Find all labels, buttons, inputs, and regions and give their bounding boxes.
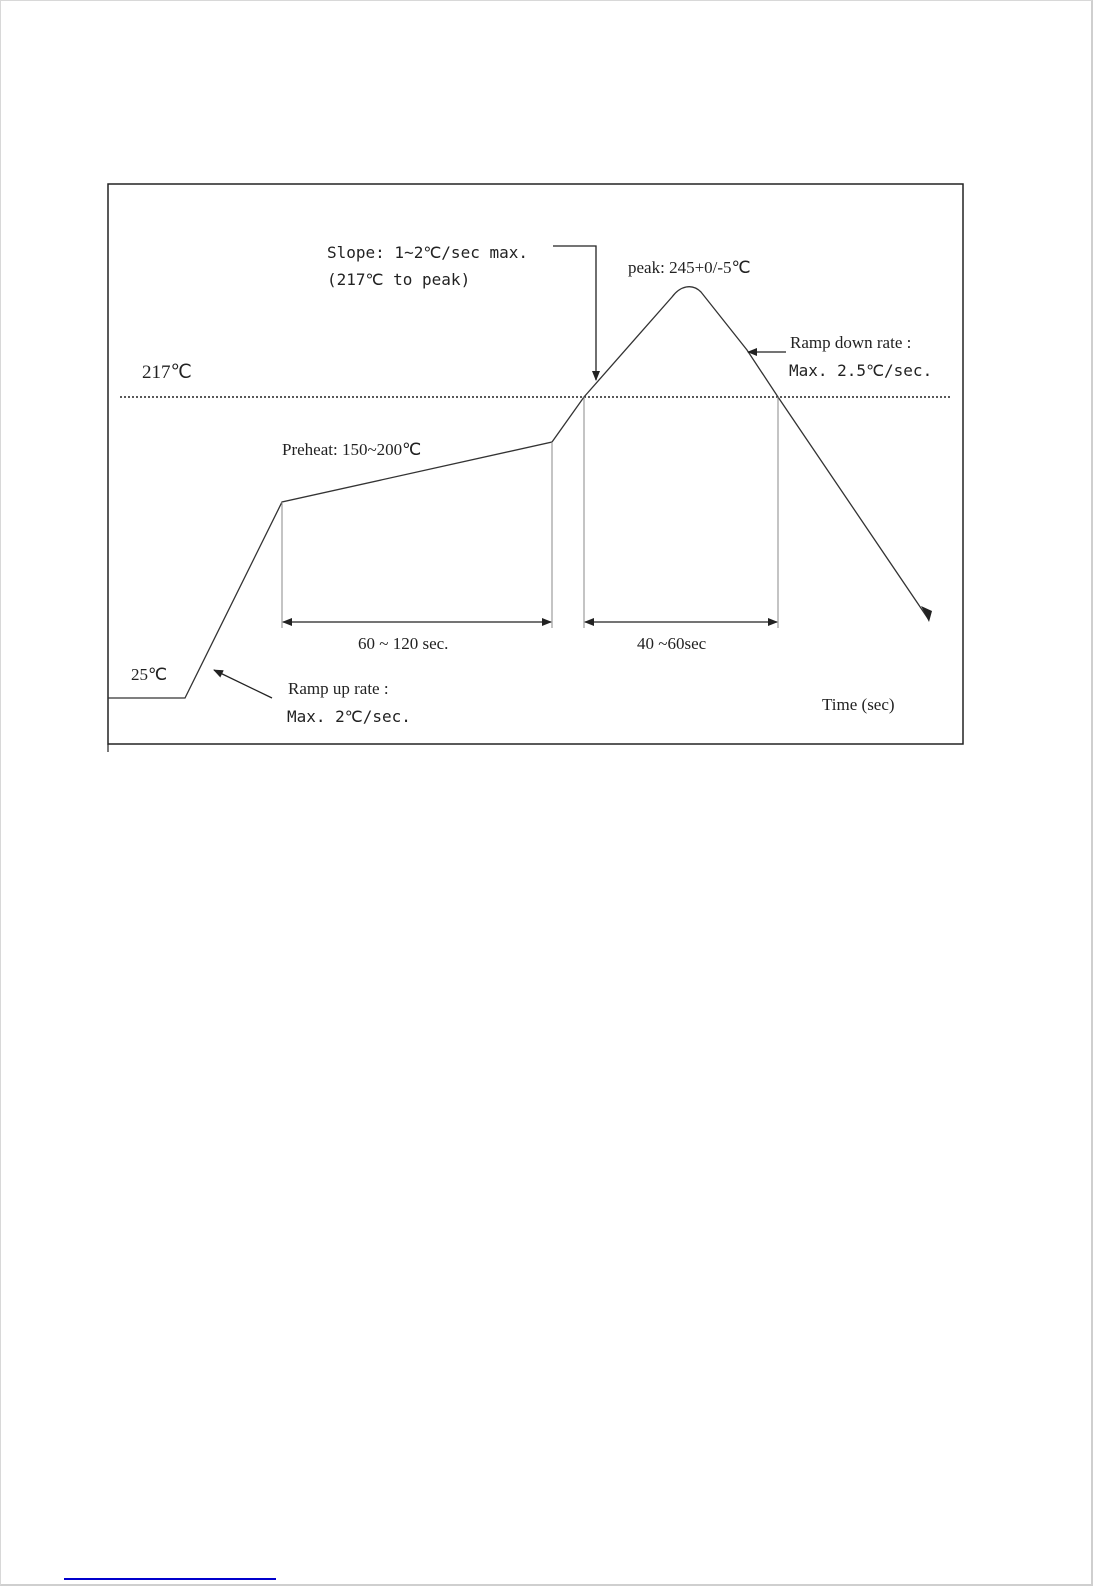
footnote-rule [64,1578,276,1580]
preheat-duration-label: 60 ~ 120 sec. [358,634,449,653]
reflow-duration-label: 40 ~60sec [637,634,707,653]
temp-217-label: 217℃ [142,362,192,383]
time-axis-label: Time (sec) [822,695,895,714]
peak-label: peak: 245+0/-5℃ [628,258,751,277]
preheat-label: Preheat: 150~200℃ [282,440,422,459]
ramp-up-callout-arrow [214,670,272,698]
ramp-up-label-line1: Ramp up rate : [288,679,389,698]
slope-callout-leader [553,246,596,380]
ramp-down-label-line2: Max. 2.5℃/sec. [789,361,933,380]
temp-25-label: 25℃ [131,665,168,684]
cooldown-arrowhead [921,606,932,622]
ramp-down-label-line1: Ramp down rate : [790,333,912,352]
slope-label-line2: (217℃ to peak) [327,270,471,289]
ramp-up-label-line2: Max. 2℃/sec. [287,707,411,726]
slope-label-line1: Slope: 1~2℃/sec max. [327,243,528,262]
diagram-frame [108,184,963,744]
